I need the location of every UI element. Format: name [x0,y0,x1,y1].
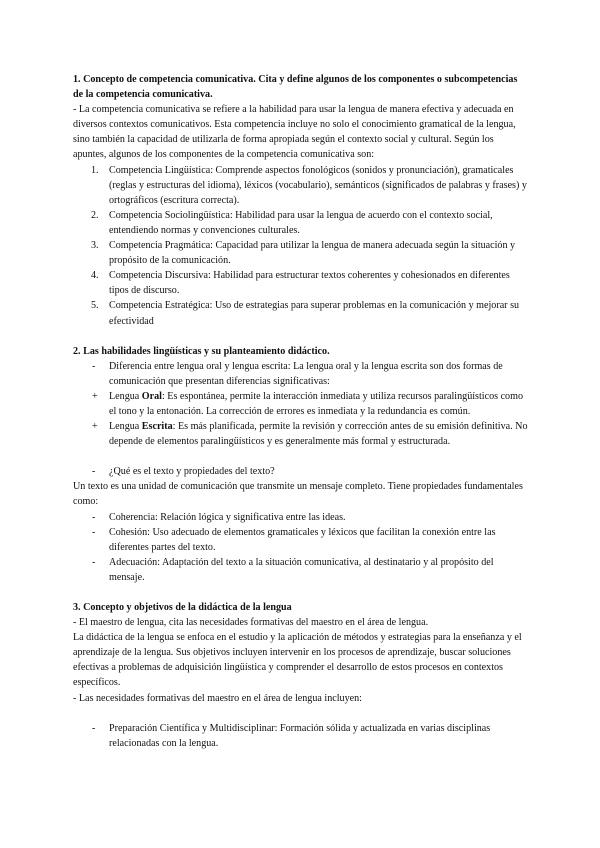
text-properties-list [73,510,528,585]
list-marker: - [92,466,96,478]
section-3-line-2: - Las necesidades formativas del maestro en el área de lengua incluyen: [73,692,362,704]
list-item [73,555,528,585]
list-item [73,464,528,479]
list-item-text: Competencia Estratégica: Uso de estrategias para superar problemas en la comunicación y mejorar su efectividad [109,300,520,327]
list-marker: - [92,556,96,568]
list-marker: + [92,390,98,402]
list-item [73,208,528,238]
list-item-text: Adecuación: Adaptación del texto a la situación comunicativa, al destinatario y al propósito del mensaje. [109,556,494,583]
section-1-heading: 1. Concepto de competencia comunicativa. Cita y define algunos de los componentes o subcompetencias de la competencia comunicativa. [73,74,518,101]
section-2-heading: 2. Las habilidades lingüísticas y su planteamiento didáctico. [73,345,330,357]
spacer [73,329,528,344]
list-item [73,721,528,751]
list-item-text: Competencia Sociolingüística: Habilidad para usar la lengua de acuerdo con el contexto social, entendiendo normas y convenciones culturales. [109,209,493,236]
list-marker: 5. [91,300,99,312]
section-1 [73,72,528,329]
list-item [73,238,528,268]
list-marker: 2. [91,209,99,221]
list-marker: 3. [91,240,99,252]
components-list [73,163,528,329]
text-question-list [73,464,528,479]
list-item-text: Competencia Pragmática: Capacidad para utilizar la lengua de manera adecuada según la situación y propósito de la comunicación. [109,240,516,267]
list-item [73,163,528,208]
list-marker: - [92,511,96,523]
list-item [73,389,528,419]
spacer [73,449,528,464]
list-item [73,419,528,449]
spacer [73,585,528,600]
list-marker: 4. [91,270,99,282]
list-item-text: Competencia Discursiva: Habilidad para estructurar textos coherentes y cohesionados en diferentes tipos de discurso. [109,270,510,297]
list-item [73,298,528,328]
section-3-paragraph: La didáctica de la lengua se enfoca en el estudio y la aplicación de métodos y estrategias para la enseñanza y el aprendizaje de la lengua. Sus objetivos incluyen intervenir en los procesos de aprendizaje, buscar soluciones efectivas a problemas de adquisición lingüística y comprender el desarrollo de estos procesos en contextos específicos. [73,632,522,689]
teacher-needs-list [73,721,528,751]
section-3-line-1: - El maestro de lengua, cita las necesidades formativas del maestro en el área de lengua. [73,617,429,629]
list-marker: - [92,526,96,538]
list-item [73,268,528,298]
spacer [73,706,528,721]
list-marker: + [92,421,98,433]
list-item-post: : Es espontánea, permite la interacción inmediata y utiliza recursos paralingüísticos como el tono y la entonación. La corrección de errores es inmediata y la redundancia es común. [109,390,523,417]
section-1-intro: - La competencia comunicativa se refiere a la habilidad para usar la lengua de manera efectiva y adecuada en diversos contextos comunicativos. Esta competencia incluye no solo el conocimiento gramatical de la lengua, sino también la capacidad de utilizarla de forma apropiada según el contexto social y cultural. Según los apuntes, algunos de los componentes de la competencia comunicativa son: [73,104,516,161]
section-2 [73,344,528,585]
list-item-text: Competencia Lingüística: Comprende aspectos fonológicos (sonidos y pronunciación), gramaticales (reglas y estructuras del idioma), léxicos (vocabulario), semánticos (significados de palabras y frases) y ortográficos (escritura correcta). [109,164,527,206]
list-item-bold: Oral [141,390,162,402]
list-marker: 1. [91,164,99,176]
oral-written-list [73,359,528,450]
section-3-heading: 3. Concepto y objetivos de la didáctica de la lengua [73,602,292,613]
list-item-text: ¿Qué es el texto y propiedades del texto? [109,466,275,478]
list-item-pre: Lengua [109,390,142,402]
section-3 [73,600,528,751]
list-item-post: : Es más planificada, permite la revisión y corrección antes de su emisión definitiva. No depende de elementos paralingüísticos y es generalmente más formal y estructurada. [109,421,528,448]
document-page [73,72,528,751]
list-item-bold: Escrita [141,421,173,433]
list-item [73,359,528,389]
list-marker: - [92,722,96,734]
list-item-text: Cohesión: Uso adecuado de elementos gramaticales y léxicos que facilitan la conexión entre las diferentes partes del texto. [109,526,496,553]
text-definition: Un texto es una unidad de comunicación que transmite un mensaje completo. Tiene propiedades fundamentales como: [73,481,523,508]
list-marker: - [92,360,96,372]
list-item [73,510,528,525]
list-item-pre: Lengua [109,421,142,433]
list-item-text: Diferencia entre lengua oral y lengua escrita: La lengua oral y la lengua escrita son dos formas de comunicación que presentan diferencias significativas: [109,360,503,387]
list-item [73,525,528,555]
list-item-text: Preparación Científica y Multidisciplinar: Formación sólida y actualizada en varias disciplinas relacionadas con la lengua. [109,722,491,749]
list-item-text: Coherencia: Relación lógica y significativa entre las ideas. [109,511,346,523]
